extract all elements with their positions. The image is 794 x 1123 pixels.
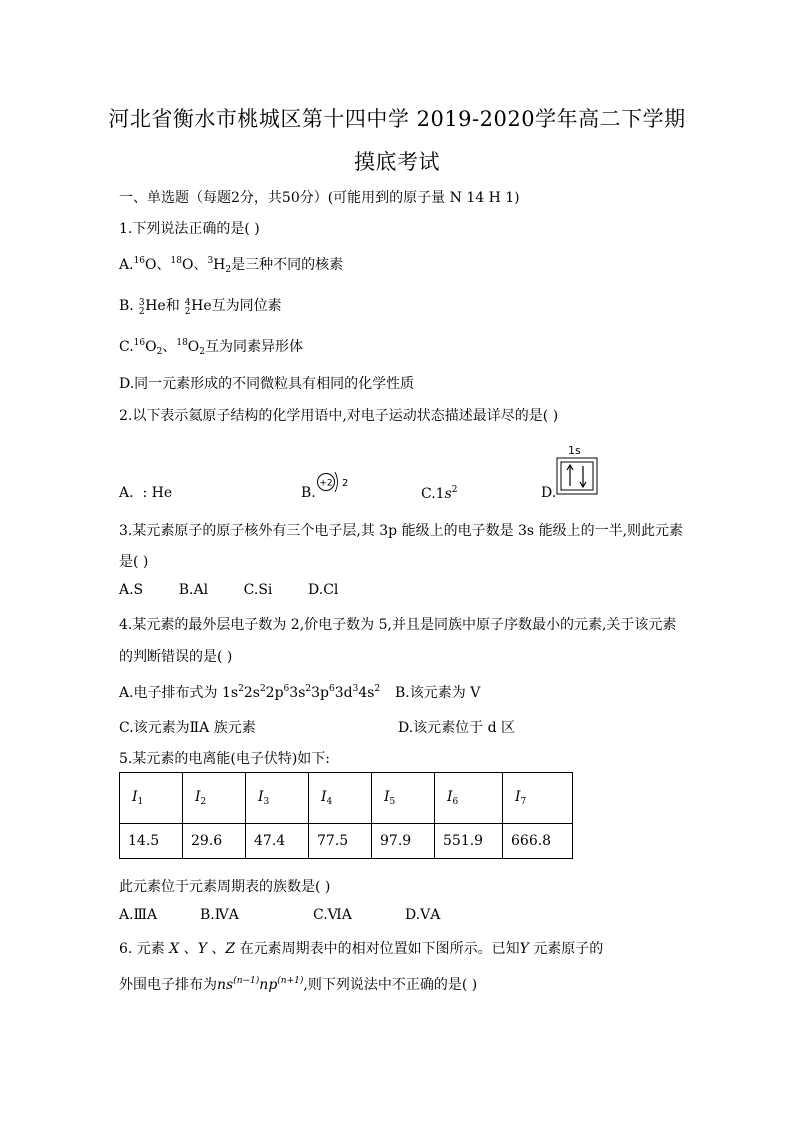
q4-stem-2: 的判断错误的是( ) xyxy=(119,649,233,665)
q4-option-a: A.电子排布式为 $1s^22s^22p^63s^23p^63d^34s^2$ xyxy=(119,684,381,701)
q1-option-b: B. 3 2 He和 4 2 He互为同位素 xyxy=(119,298,282,317)
table-cell: 47.4 xyxy=(246,824,309,859)
orbital-count: 6 xyxy=(328,684,335,694)
table-header-cell: $I_4$ xyxy=(309,773,372,824)
orbital-term: 3d xyxy=(334,685,353,701)
q4-option-b: B.该元素为 V xyxy=(395,685,481,701)
ionization-energy-table xyxy=(119,772,573,859)
page-title-line2: 摸底考试 xyxy=(354,150,440,174)
table-header-cell: $I_7$ xyxy=(503,773,573,824)
orbital-count: 2 xyxy=(259,684,266,694)
q6-stem-1: 6. 元素 X 、Y 、Z 在元素周期表中的相对位置如下图所示。已知Y 元素原子的 xyxy=(119,941,604,957)
q3-options: A.S B.Al C.Si D.Cl xyxy=(119,582,339,598)
table-header-cell: $I_3$ xyxy=(246,773,309,824)
table-cell: 97.9 xyxy=(372,824,435,859)
q2-option-d: D. xyxy=(541,485,557,501)
orbital-box-diagram-icon xyxy=(556,443,600,495)
orbital-term: 3s xyxy=(289,685,306,701)
orbital-count: 2 xyxy=(374,684,381,694)
table-header-cell: $I_1$ xyxy=(120,773,183,824)
q2-option-b: B. xyxy=(301,485,316,501)
table-cell: 77.5 xyxy=(309,824,372,859)
orbital-count: 2 xyxy=(305,684,312,694)
q4-option-c: C.该元素为ⅡA 族元素 xyxy=(119,720,256,736)
q5-after: 此元素位于元素周期表的族数是( ) xyxy=(119,879,331,895)
q2-option-c: $C.1s^2$ xyxy=(421,485,458,502)
orbital-term: 2p xyxy=(265,685,284,701)
q3-stem-2: 是( ) xyxy=(119,554,149,570)
q5-option-a: A.ⅢA xyxy=(119,907,158,923)
atom-structure-diagram-icon xyxy=(314,467,350,497)
orbital-term: 1s xyxy=(222,685,239,701)
table-cell: 666.8 xyxy=(503,824,573,859)
page-title-line1: 河北省衡水市桃城区第十四中学 2019-2020学年高二下学期 xyxy=(108,107,686,131)
q2-stem: 2.以下表示氦原子结构的化学用语中,对电子运动状态描述最详尽的是( ) xyxy=(119,408,559,424)
shell-electron-count: 2 xyxy=(342,478,349,489)
q5-option-b: B.ⅣA xyxy=(200,907,239,923)
q6-stem-2: 外围电子排布为$ns^{(n-1)}np^{(n+1)}$,则下列说法中不正确的是( ) xyxy=(119,976,478,993)
table-cell: 551.9 xyxy=(435,824,503,859)
q4-stem-1: 4.某元素的最外层电子数为 2,价电子数为 5,并且是同族中原子序数最小的元素,关于该元素 xyxy=(119,617,677,633)
table-cell: 29.6 xyxy=(183,824,246,859)
orbital-label: 1s xyxy=(568,444,581,457)
q1-option-c: $C.^{16}O_2$、$^{18}O_2$互为同素异形体 xyxy=(119,338,304,357)
section-heading: 一、单选题（每题2分，共50分）(可能用到的原子量 N 14 H 1) xyxy=(119,190,520,206)
orbital-term: 4s xyxy=(358,685,375,701)
table-header-cell: $I_6$ xyxy=(435,773,503,824)
q1-stem: 1.下列说法正确的是( ) xyxy=(119,221,260,237)
q1-option-d: D.同一元素形成的不同微粒具有相同的化学性质 xyxy=(119,376,415,392)
orbital-count: 6 xyxy=(283,684,290,694)
table-header-cell: $I_5$ xyxy=(372,773,435,824)
q5-option-c: C.ⅥA xyxy=(313,907,352,923)
table-cell: 14.5 xyxy=(120,824,183,859)
q3-stem-1: 3.某元素原子的原子核外有三个电子层,其 3p 能级上的电子数是 3s 能级上的一半,则此元素 xyxy=(119,523,684,539)
orbital-count: 3 xyxy=(352,684,359,694)
table-row xyxy=(120,824,573,859)
q1-option-a: A.$^{16}$O、$^{18}$O、$^3H_2$是三种不同的核素 xyxy=(119,256,344,275)
q2-option-a: A. : He xyxy=(119,485,173,501)
q5-option-d: D.ⅤA xyxy=(405,907,441,923)
electron-configuration xyxy=(222,685,380,701)
table-header-cell: $I_2$ xyxy=(183,773,246,824)
orbital-term: 2s xyxy=(243,685,260,701)
q4-option-d: D.该元素位于 d 区 xyxy=(398,720,516,736)
orbital-term: 3p xyxy=(311,685,329,701)
nucleus-charge: +2 xyxy=(319,478,333,489)
q5-stem: 5.某元素的电离能(电子伏特)如下: xyxy=(119,751,330,767)
orbital-count: 2 xyxy=(238,684,244,694)
table-header-row xyxy=(120,773,573,824)
